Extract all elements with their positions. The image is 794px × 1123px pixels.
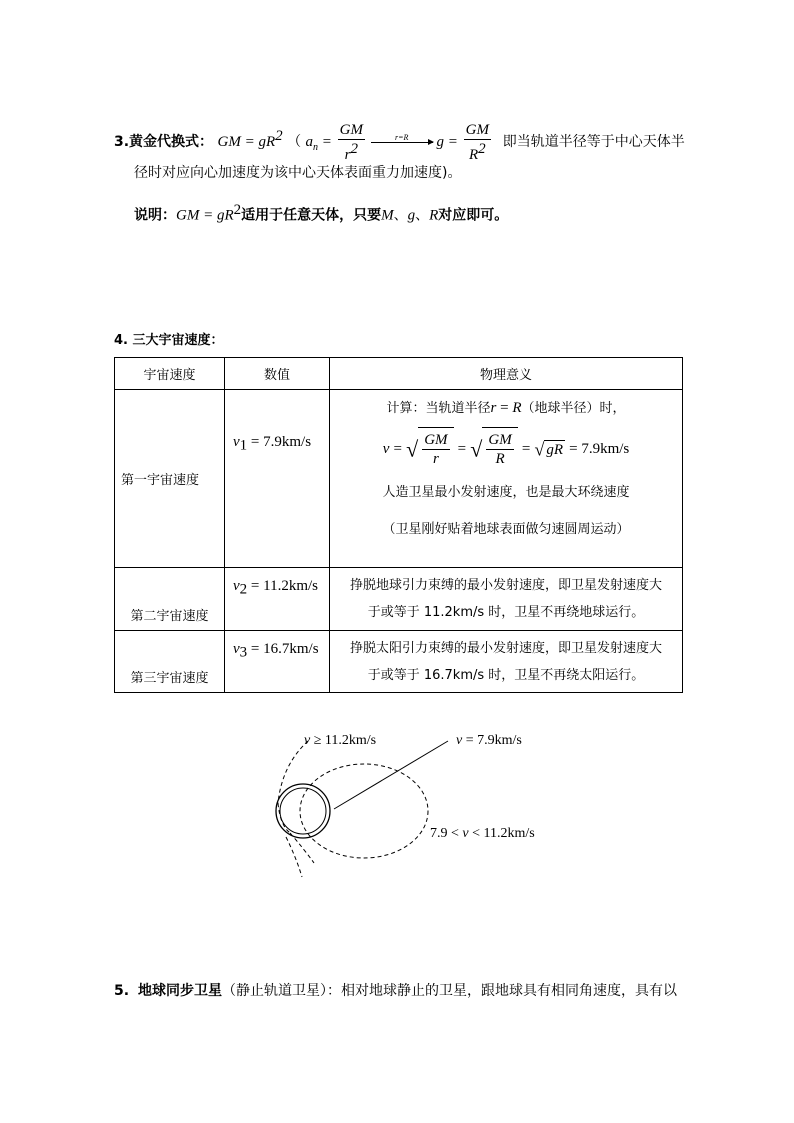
row2-meaning: 挣脱地球引力束缚的最小发射速度，即卫星发射速度大 于或等于 11.2km/s 时，卫星不再绕地球运行。	[330, 568, 683, 631]
row1-meaning: 计算：当轨道半径r = R（地球半径）时， v = √ $\frac{GM}{r}$ = √ $\frac{GM}{R}$ = √ gR = 7.9km/s 人造卫星最小发射速度，也是最大环绕速度 （卫星刚好贴着地球表面做匀速圆周运动）	[330, 390, 683, 568]
escape-path-lower	[286, 837, 302, 877]
row2-value: $v_2 = 11.2km/s$	[225, 568, 330, 631]
section-3-line1	[114, 112, 685, 164]
first-velocity-formula: v = √ $\frac{GM}{r}$ = √ $\frac{GM}{R}$ = √ gR = 7.9km/s	[330, 427, 682, 471]
table-row	[115, 568, 683, 631]
accel-formula: $a_n$ = $\frac{GM}{r^2}$ r=R g = $\frac{GM}{R^2}$	[305, 122, 489, 164]
golden-formula: GM = $gR^2$	[217, 128, 283, 150]
section-4-heading: 4. 三大宇宙速度：	[114, 333, 224, 348]
row3-meaning: 挣脱太阳引力束缚的最小发射速度，即卫星发射速度大 于或等于 16.7km/s 时，卫星不再绕太阳运行。	[330, 631, 683, 693]
section-5-line: 5. 地球同步卫星（静止轨道卫星）：相对地球静止的卫星，跟地球具有相同角速度，具有以	[114, 983, 677, 999]
paren-open: （	[287, 134, 302, 150]
arrow-icon: r=R	[371, 133, 433, 152]
section-3-heading: 3.黄金代换式：	[114, 134, 214, 150]
orbit-pointer-line	[334, 741, 448, 809]
header-cell: 数值	[225, 358, 330, 390]
section-3-text: 即当轨道半径等于中心天体半	[502, 134, 685, 150]
elliptical-orbit	[300, 764, 428, 858]
earth-outer-circle	[276, 784, 330, 838]
section-3-line2: 径时对应向心加速度为该中心天体表面重力加速度)。	[134, 165, 462, 181]
label-first-velocity: v = 7.9km/s	[456, 733, 522, 748]
cosmic-velocity-table	[114, 357, 683, 693]
section-3-note: 说明：GM = $gR^2$适用于任意天体，只要M、g、R对应即可。	[134, 202, 509, 224]
row1-name: 第一宇宙速度	[115, 390, 225, 568]
earth-inner-circle	[280, 788, 326, 834]
orbit-diagram	[260, 725, 580, 885]
row1-value: $v_1 = 7.9km/s$	[225, 390, 330, 568]
header-cell: 物理意义	[330, 358, 683, 390]
table-header-row	[115, 358, 683, 390]
label-escape: v ≥ 11.2km/s	[304, 733, 377, 748]
row3-value: $v_3 = 16.7km/s$	[225, 631, 330, 693]
label-between: 7.9 < v < 11.2km/s	[430, 826, 535, 841]
table-row	[115, 631, 683, 693]
table-row	[115, 390, 683, 568]
row3-name: 第三宇宙速度	[115, 631, 225, 693]
row2-name: 第二宇宙速度	[115, 568, 225, 631]
header-cell: 宇宙速度	[115, 358, 225, 390]
